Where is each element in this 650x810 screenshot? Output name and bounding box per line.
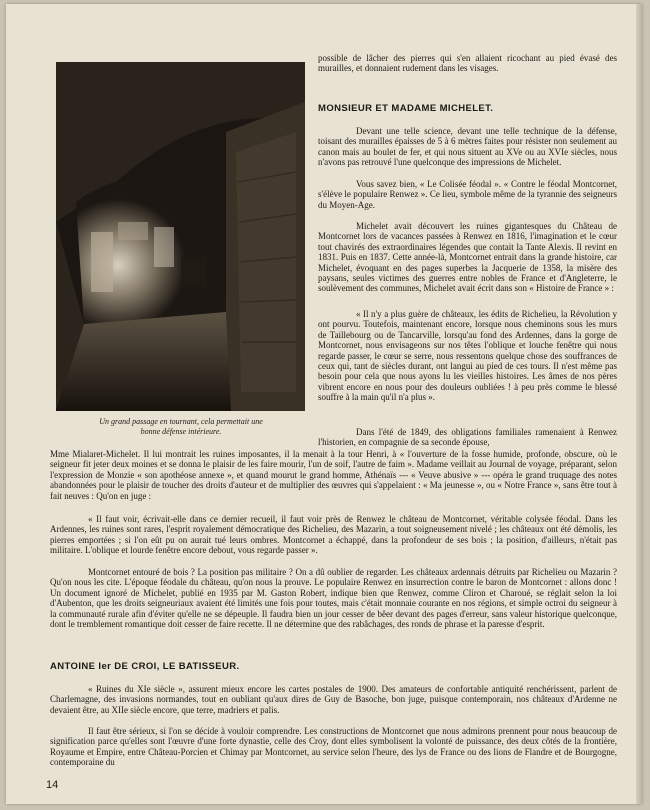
paragraph-colysee-quote: « Il faut voir, écrivait-elle dans ce dernier recueil, il faut voir près de Renwez le château de Montcornet, véritable colysée féodal. Dans les Ardennes, les ruines sont rares, l'esprit royalement démocratique des Richelieu, des Mazarin, a tout soigneusement nivelé ; les châteaux ont été démolis, les pierres emportées ; si l'on eût pu on aurait tué leurs ombres. Montcornet a échappé, dans la profondeur de ses bois ; la position, d'ailleurs, n'était pas militaire. L'oblique et lourde fenêtre encore debout, vous regarde passer ». [50,514,617,556]
paragraph-ete-1849: Dans l'été de 1849, des obligations familiales ramenaient à Renwez l'historien, en compagnie de sa seconde épouse, [318,427,617,448]
caption-line-2: bonne défense intérieure. [140,427,222,436]
section-heading-michelet: MONSIEUR ET MADAME MICHELET. [318,103,494,114]
paragraph-science: Devant une telle science, devant une telle technique de la défense, toisant des murailles épaisses de 5 à 6 mètres faites pour résister non seulement au canon mais au boulet de fer, et qui nous situent au XVe ou au XVIe siècles, nous n'avons pas retrouvé l'une quelconque des impressions de Michelet. [318,126,617,168]
paragraph-colisee: Vous savez bien, « Le Colisée féodal ». « Contre le féodal Montcornet, s'élève le populaire Renwez ». Ce lieu, symbole même de la tyrannie des seigneurs du Moyen-Age. [318,179,617,210]
page-binding-edge [636,4,642,804]
document-page [6,4,642,804]
paragraph-histoire-quote: « Il n'y a plus guère de châteaux, les édits de Richelieu, la Révolution y ont pourvu. Toutefois, maintenant encore, lorsque nous cheminons sous les murs de Taillebourg ou de Tancarville, lorsqu'au fond des Ardennes, dans la gorge de Montcornet, nous envisageons sur nos têtes l'oblique et louche fenêtre qui nous regarde passer, le cœur se serre, nous ressentons quelque chose des souffrances de ceux qui, tant de siècles durant, ont langui au pied de ces tours. Il n'est même pas besoin pour cela que nous ayons lu les vieilles histoires. Les âmes de nos pères vibrent encore en nous pour des douleurs oubliées ! à peu près comme le blessé souffre à la main qu'il n'a plus ». [318,309,617,403]
paragraph-montcornet-bois: Montcornet entouré de bois ? La position pas militaire ? On a dû oublier de regarder. Les châteaux ardennais détruits par Richelieu ou Mazarin ? Qu'on nous les cite. L'époque féodale du château, qu'on nous la prouve. Le populaire Renwez en insurrection contre le baron de Montcornet : allons donc ! Un document ignoré de Michelet, publié en 1935 par M. Gaston Robert, indique bien que Renwez, comme Cliron et Charoué, se réglait selon la loi d'Aubenton, que les droits seigneuriaux avaient été limités une fois pour toutes, mais c'était monnaie courante en nos régions, et simple octroi du seigneur à la communauté rurale afin d'éviter qu'elle ne se dépeuple. Il faudra bien un jour cesser de bêer devant des pages d'erreur, sans valeur historique quelconque, dont le tremblement romantique doit cesser de faire recette. Il ne détermine que des rabâchages, des ronds de phrase et la paresse d'esprit. [50,567,617,630]
section-heading-antoine: ANTOINE Ier DE CROI, LE BATISSEUR. [50,661,240,672]
paragraph-continuation: possible de lâcher des pierres qui s'en allaient ricochant au pied évasé des murailles, et donnaient rudement dans les visages. [318,53,617,74]
page-number: 14 [46,779,59,791]
passage-photo-drawing [56,62,305,411]
paragraph-ruines-xie: « Ruines du XIe siècle », assurent mieux encore les cartes postales de 1900. Des amateurs de confortable antiquité renchérissent, parlent de Charlemagne, des invasions normandes, tout en oubliant qu'aux dires de Guy de Basoche, bon juge, puisque contemporain, nos châteaux d'Ardenne ne devaient être, au XIIe siècle encore, que terre, madriers et palis. [50,684,617,715]
passage-photograph [56,62,305,411]
paragraph-decouverte: Michelet avait découvert les ruines gigantesques du Château de Montcornet lors de vacances passées à Renwez en 1816, l'imagination et le cœur tout chavirés des extraordinaires légendes que contait la Tante Alexis. Il revint en 1831. Puis en 1837. Cette année-là, Montcornet entrait dans la grande histoire, car Michelet, évoquant en des pages superbes la Jacquerie de 1358, la misère des paysans, seules victimes des guerres entre nobles de France et d'Angleterre, le soulèvement des communes, Michelet avait écrit dans son « Histoire de France » : [318,221,617,294]
paragraph-mialaret: Mme Mialaret-Michelet. Il lui montrait les ruines imposantes, il la menait à la tour Henri, à « l'ouverture de la fosse humide, profonde, obscure, où le seigneur fit jeter deux moines et se donna le plaisir de les faire mourir, l'un de soif, l'autre de faim ». Madame veillait au Journal de voyage, préparant, selon l'expression de Monzie « son apothéose annexe », et quand mourut le grand homme, Athénaïs --- « Veuve abusive » --- opéra le grand truquage des notes abandonnées pour le plaisir de toucher des droits d'auteur et de multiplier des œuvres qui s'appelaient : « Ma jeunesse », ou « Notre France », sans être tout à fait neuves : Qu'on en juge : [50,449,617,501]
photo-caption [46,417,316,437]
paragraph-serieux: Il faut être sérieux, si l'on se décide à vouloir comprendre. Les constructions de Montcornet que nous admirons prennent pour nous beaucoup de signification parce qu'elles sont l'œuvre d'une forte dynastie, celle des Croy, dont elles symbolisent la volonté de puissance, des deux côtés de la frontière, Royaume et Empire, entre Château-Porcien et Chimay par Montcornet, au service selon l'heure, des lys de France ou des lions de Flandre et de Bourgogne, contemporaine du [50,726,617,768]
caption-line-1: Un grand passage en tournant, cela permettait une [99,417,263,426]
